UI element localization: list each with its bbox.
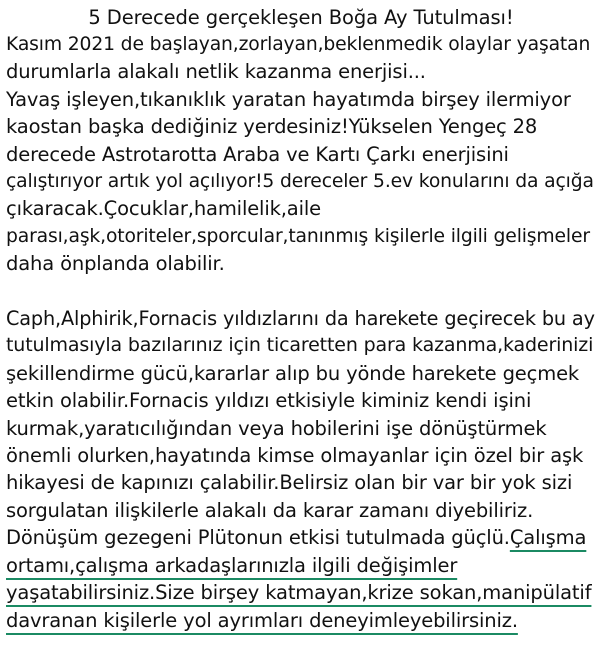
- text-line: çıkaracak.Çocuklar,hamilelik,aile: [6, 197, 321, 221]
- text-line: [6, 579, 596, 606]
- underlined-text: yaşatabilirsiniz.Size birşey katmayan,krize sokan,manipülatif: [6, 581, 592, 605]
- underlined-text: Çalışma: [509, 526, 587, 550]
- text-line: derecede Astrotarotta Araba ve Kartı Çarkı enerjisini: [6, 142, 509, 166]
- paragraph-2: [6, 305, 596, 634]
- text-line: tutulmasıyla bazılarınız için ticaretten para kazanma,kaderinizi: [6, 334, 594, 357]
- text-line: durumlarla alakalı netlik kazanma enerjisi...: [6, 60, 426, 84]
- text-line: Kasım 2021 de başlayan,zorlayan,beklenmedik olaylar yaşatan: [6, 34, 591, 55]
- text-line: Yavaş işleyen,tıkanıklık yaratan hayatımda birşey ilermiyor: [6, 87, 571, 111]
- text-line: sorgulatan ilişkilerle alakalı da karar zamanı diyebiliriz.: [6, 498, 534, 522]
- text-line: [6, 607, 596, 634]
- text-line: [6, 552, 596, 579]
- text-line: parası,aşk,otoriteler,sporcular,tanınmış kişilerle ilgili gelişmeler: [6, 225, 590, 247]
- text-line: [6, 524, 596, 551]
- text-line: hikayesi de kapınızı çalabilir.Belirsiz olan bir var bir yok sizi: [6, 471, 573, 495]
- text-line: çalıştırıyor artık yol açılıyor!5 dereceler 5.ev konularını da açığa: [6, 171, 594, 193]
- underlined-text: ortamı,çalışma arkadaşlarınızla ilgili değişimler: [6, 553, 458, 577]
- text-line: şekillendirme gücü,kararlar alıp bu yönde harekete geçmek: [6, 361, 580, 385]
- text-line: kurmak,yaratıcılığından veya hobilerini işe dönüştürmek: [6, 416, 547, 440]
- text-line: Caph,Alphirik,Fornacis yıldızlarını da harekete geçirecek bu ay: [6, 307, 595, 331]
- underlined-text: davranan kişilerle yol ayrımları deneyimleyebilirsiniz.: [6, 608, 518, 632]
- document-title: 5 Derecede gerçekleşen Boğa Ay Tutulması!: [88, 6, 514, 29]
- paragraph-spacer: [6, 278, 596, 305]
- text-segment: Dönüşüm gezegeni Plütonun etkisi tutulmada güçlü.: [6, 526, 510, 550]
- text-line: önemli olurken,hayatında kimse olmayanlar için özel bir aşk: [6, 444, 584, 468]
- paragraph-1: [6, 31, 596, 278]
- text-line: daha önplanda olabilir.: [6, 252, 225, 276]
- text-line: etkin olabilir.Fornacis yıldızı etkisiyle kiminiz kendi işini: [6, 389, 532, 413]
- text-line: kaostan başka dediğiniz yerdesiniz!Yükselen Yengeç 28: [6, 115, 538, 139]
